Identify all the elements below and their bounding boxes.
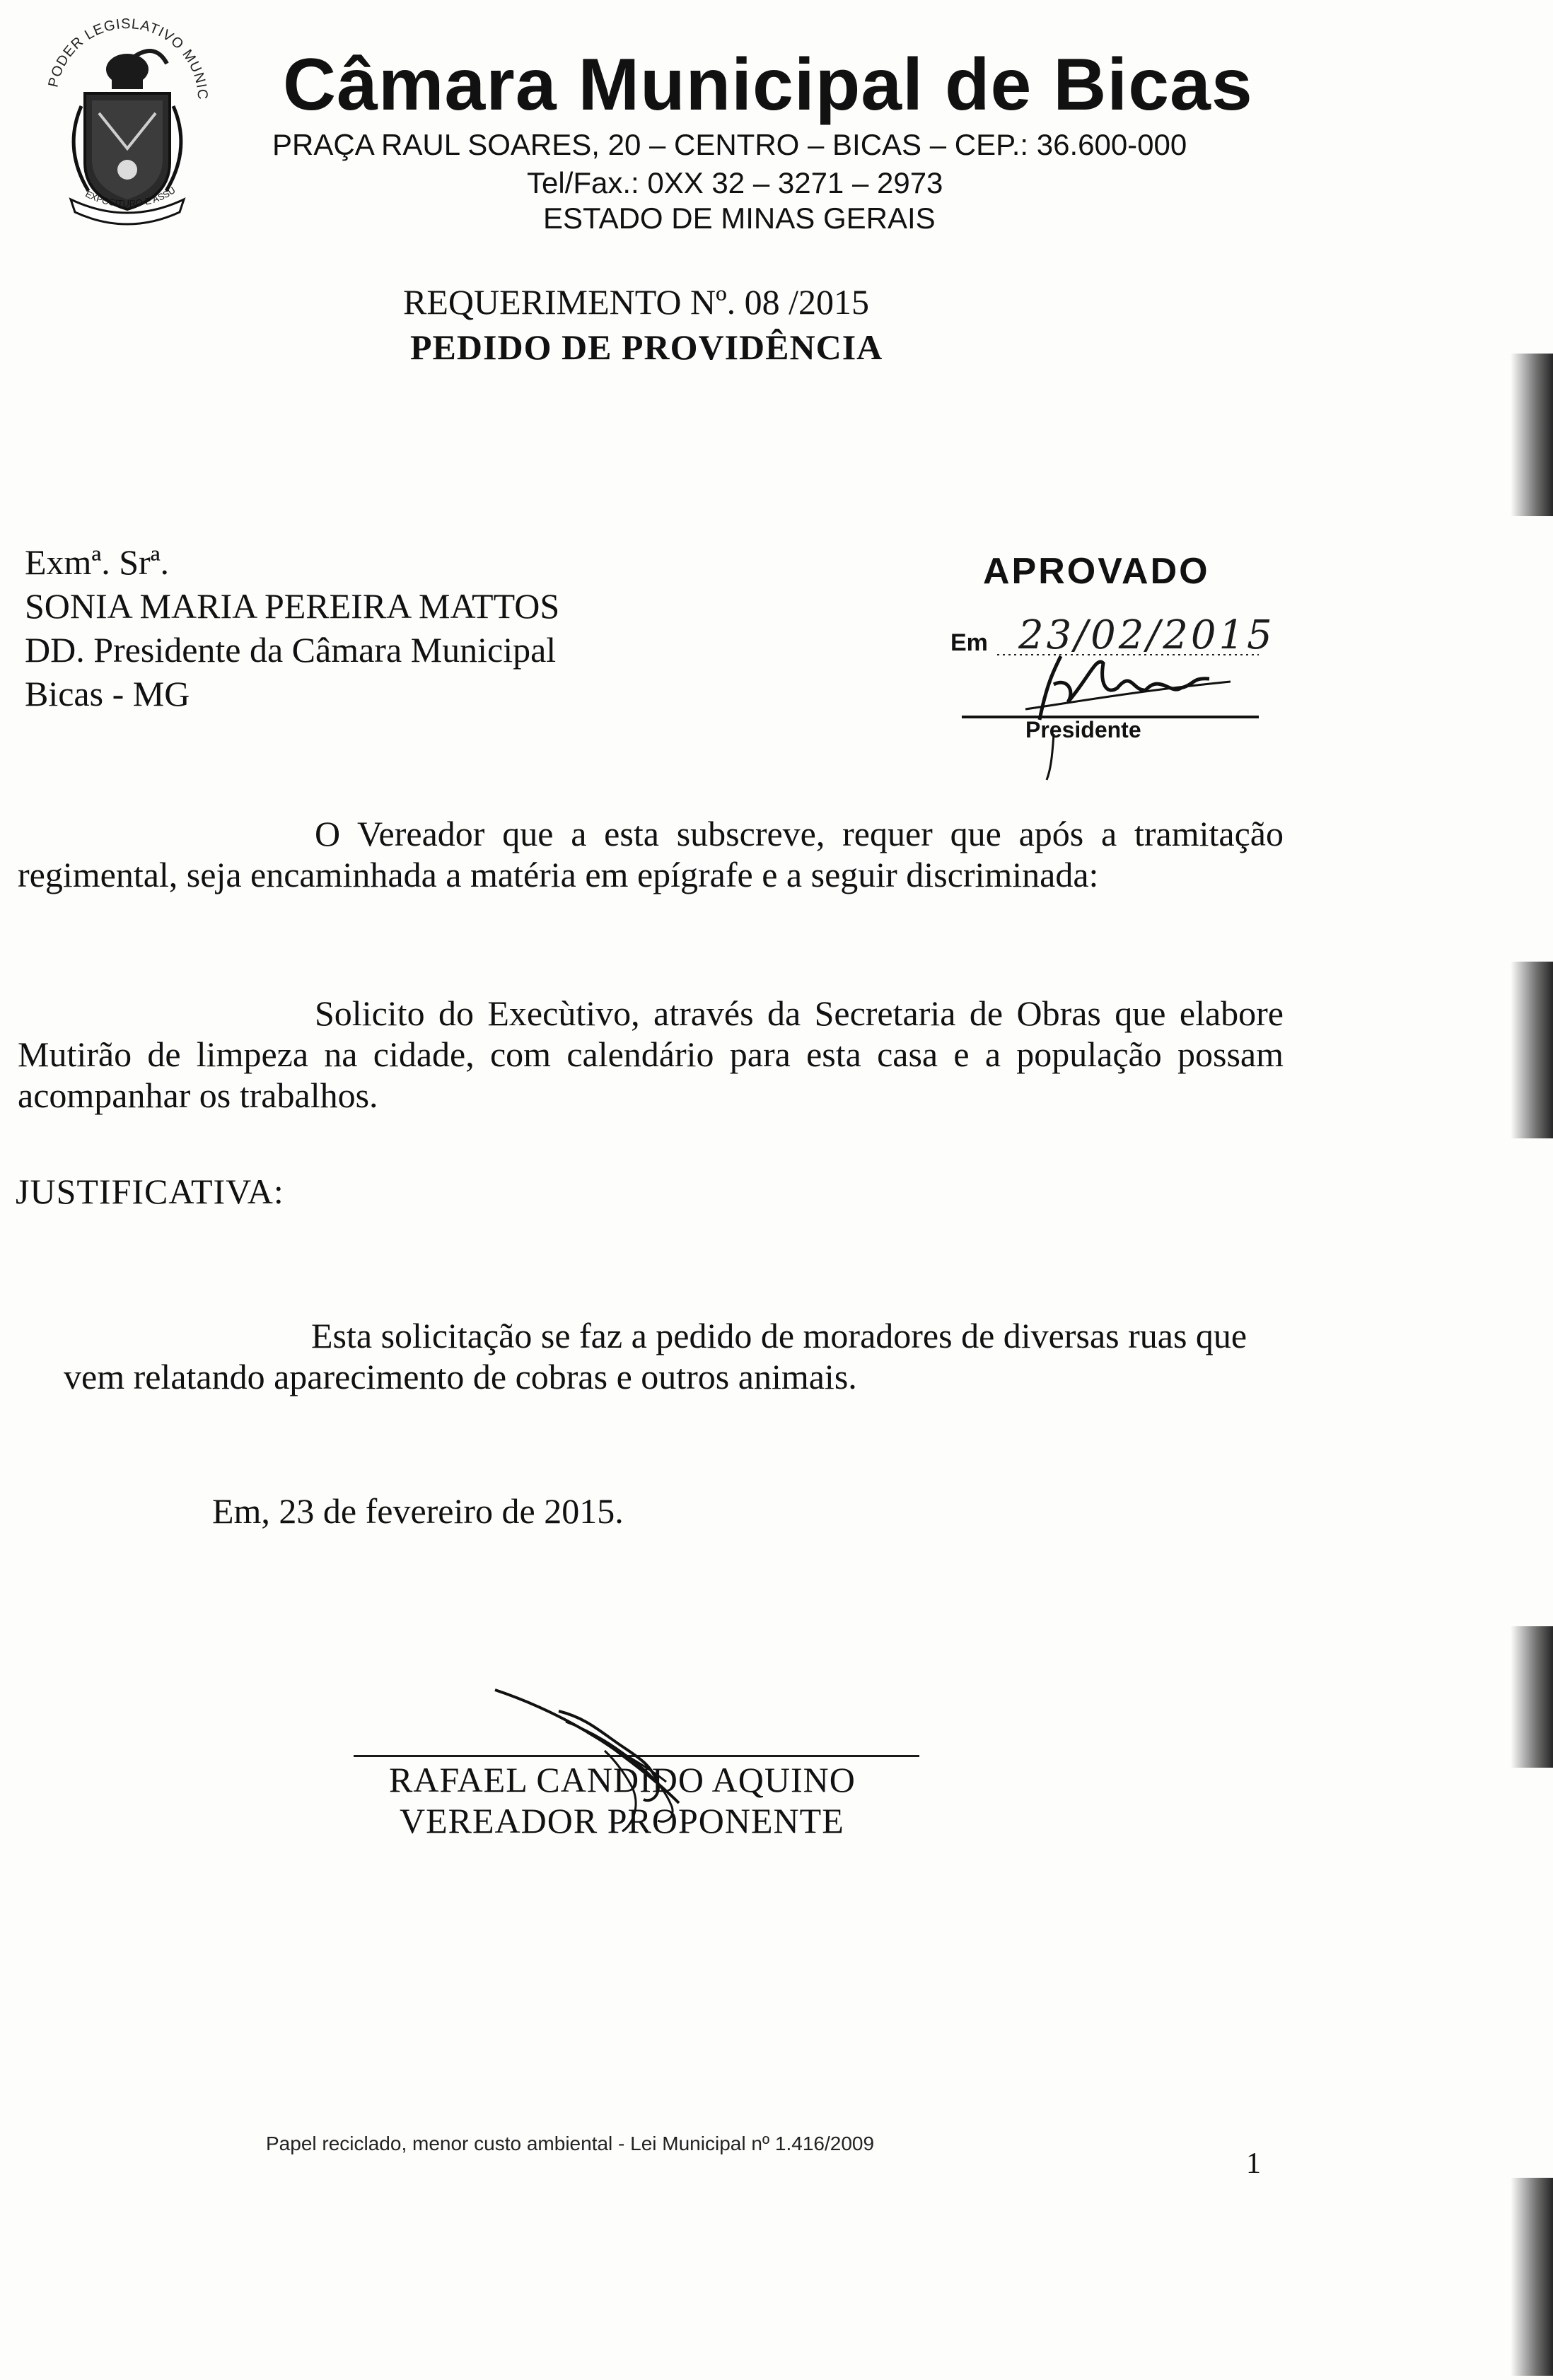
intro-text: O Vereador que a esta subscreve, requer que após a tramitação regimental, seja encaminhada a matéria em epígrafe e a seguir discriminada:	[18, 814, 1284, 894]
page-number: 1	[1246, 2147, 1261, 2180]
signer-role: VEREADOR PROPONENTE	[400, 1801, 844, 1841]
intro-paragraph	[18, 813, 1284, 895]
stamp-presidente-label: Presidente	[1025, 717, 1141, 742]
municipal-crest-icon	[28, 14, 226, 226]
stamp-em-label: Em	[950, 629, 988, 656]
addressee-salutation: Exmª. Srª.	[25, 542, 169, 582]
crest-top-text: PODER LEGISLATIVO MUNIC	[45, 16, 211, 101]
institution-title: Câmara Municipal de Bicas	[283, 44, 1253, 126]
justification-text: Esta solicitação se faz a pedido de moradores de diversas ruas que vem relatando aparecimento de cobras e outros animais.	[64, 1316, 1247, 1396]
stamp-title: APROVADO	[983, 551, 1210, 592]
addressee-name: SONIA MARIA PEREIRA MATTOS	[25, 586, 560, 626]
signature-block	[354, 1683, 933, 1853]
approval-stamp	[948, 550, 1273, 783]
addressee-block	[25, 540, 559, 716]
scan-edge-artifact	[1511, 2178, 1553, 2376]
footer-note: Papel reciclado, menor custo ambiental - Lei Municipal nº 1.416/2009	[266, 2133, 875, 2154]
institution-address: PRAÇA RAUL SOARES, 20 – CENTRO – BICAS – CEP.: 36.600-000	[272, 128, 1187, 161]
stamp-date: 23/02/2015	[1018, 612, 1275, 658]
crest-ribbon-text: EXPOSITURO E ASSU	[83, 185, 178, 209]
justification-heading: JUSTIFICATIVA:	[16, 1172, 284, 1211]
handwritten-signature-icon	[481, 1683, 707, 1838]
document-date: Em, 23 de fevereiro de 2015.	[212, 1491, 624, 1531]
justification-paragraph	[64, 1315, 1280, 1397]
signer-name: RAFAEL CANDIDO AQUINO	[389, 1760, 856, 1799]
addressee-position: DD. Presidente da Câmara Municipal	[25, 630, 557, 670]
scan-edge-artifact	[1511, 1626, 1553, 1768]
request-paragraph	[18, 993, 1284, 1116]
addressee-city: Bicas - MG	[25, 674, 190, 713]
scan-edge-artifact	[1511, 354, 1553, 516]
request-text: Solicito do Execùtivo, através da Secretaria de Obras que elabore Mutirão de limpeza na cidade, com calendário para esta casa e a população possam acompanhar os trabalhos.	[18, 993, 1284, 1115]
scan-edge-artifact	[1511, 962, 1553, 1138]
institution-state: ESTADO DE MINAS GERAIS	[543, 202, 936, 235]
request-number: REQUERIMENTO Nº. 08 /2015	[403, 282, 870, 322]
institution-phone: Tel/Fax.: 0XX 32 – 3271 – 2973	[527, 166, 943, 199]
request-subject: PEDIDO DE PROVIDÊNCIA	[410, 327, 883, 367]
